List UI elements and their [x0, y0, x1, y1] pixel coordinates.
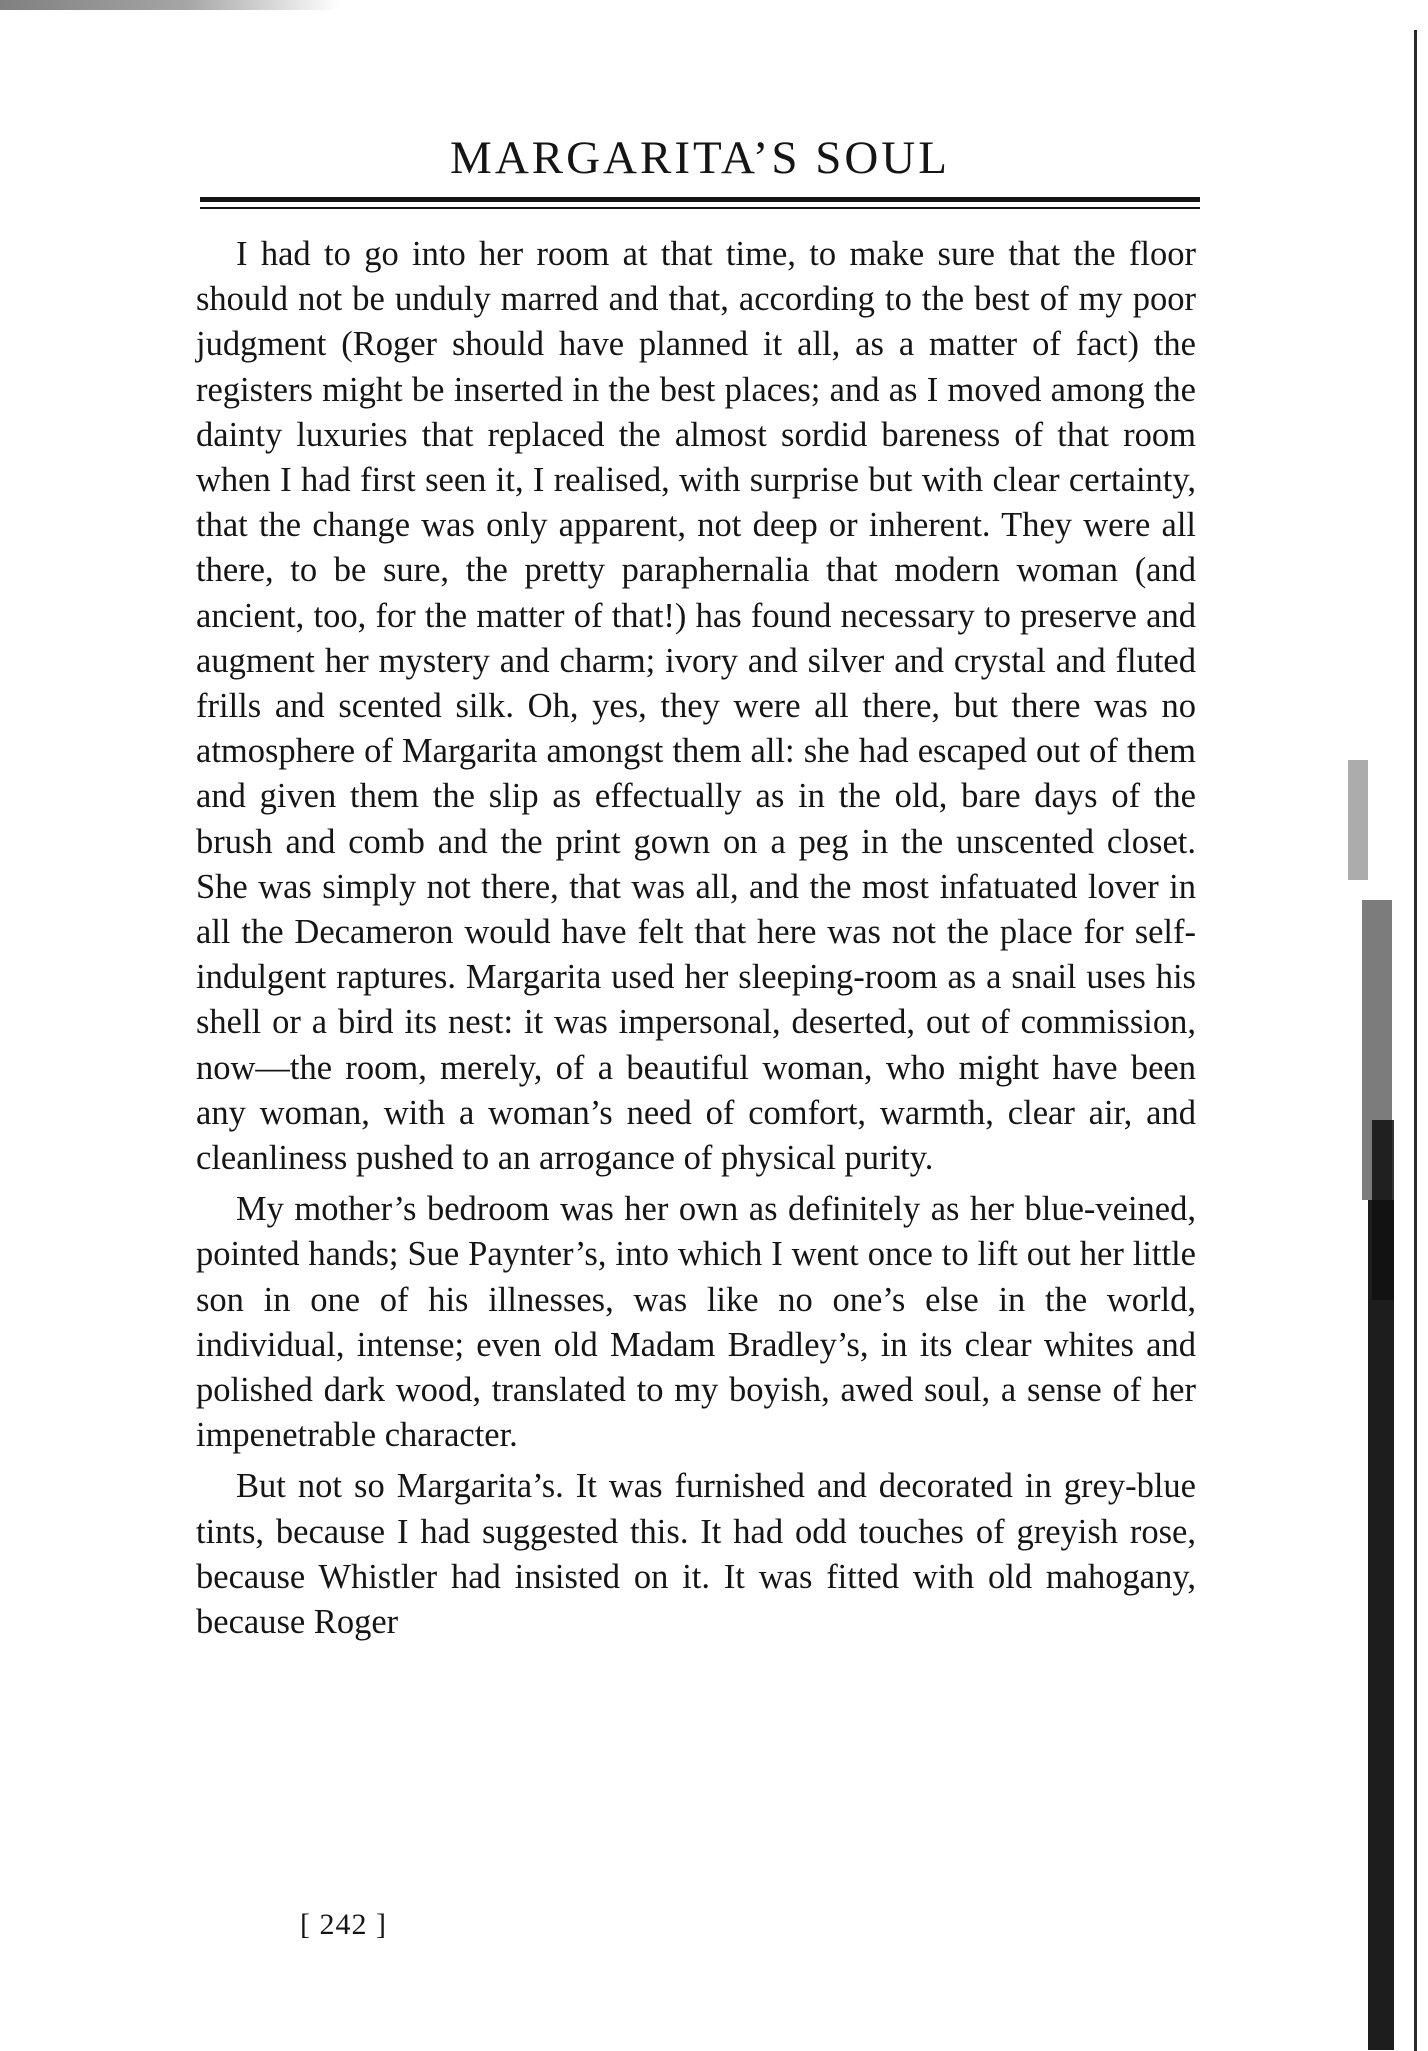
header-rule-thin [200, 207, 1200, 209]
header-rule-thick [200, 197, 1200, 202]
paragraph: But not so Margarita’s. It was furnished and decorated in grey-blue tints, because I had suggested this. It had odd touches of greyish rose, because Whistler had insisted on it. It was fitted with old mahogany, because Roger [196, 1467, 1196, 1642]
binding-shadow [1348, 760, 1368, 880]
page-edge-line [1414, 30, 1417, 2051]
body-text [196, 232, 1196, 1651]
running-head: MARGARITA’S SOUL [450, 132, 950, 184]
binding-shadow [1368, 1200, 1394, 2050]
paragraph: I had to go into her room at that time, to make sure that the floor should not be unduly marred and that, according to the best of my poor judgment (Roger should have planned it all, as a matter of fact) the registers might be inserted in the best places; and as I moved among the dainty luxuries that replaced the almost sordid bareness of that room when I had first seen it, I realised, with surprise but with clear certainty, that the change was only apparent, not deep or inherent. They were all there, to be sure, the pretty paraphernalia that modern woman (and ancient, too, for the matter of that!) has found necessary to preserve and augment her mystery and charm; ivory and silver and crystal and fluted frills and scented silk. Oh, yes, they were all there, but there was no atmosphere of Margarita amongst them all: she had escaped out of them and given them the slip as effectually as in the old, bare days of the brush and comb and the print gown on a peg in the unscented closet. She was simply not there, that was all, and the most infatuated lover in all the Decameron would have felt that here was not the place for self-indulgent raptures. Margarita used her sleeping-room as a snail uses his shell or a bird its nest: it was impersonal, deserted, out of commission, now—the room, merely, of a beautiful woman, who might have been any woman, with a woman’s need of comfort, warmth, clear air, and cleanliness pushed to an arrogance of physical purity. [196, 235, 1196, 1178]
page-number: [ 242 ] [300, 1908, 387, 1941]
paragraph: My mother’s bedroom was her own as definitely as her blue-veined, pointed hands; Sue Paynter’s, into which I went once to lift out her little son in one of his illnesses, was like no one’s else in the world, individual, intense; even old Madam Bradley’s, in its clear whites and polished dark wood, translated to my boyish, awed soul, a sense of her impenetrable character. [196, 1190, 1196, 1455]
scan-smudge [0, 0, 340, 10]
